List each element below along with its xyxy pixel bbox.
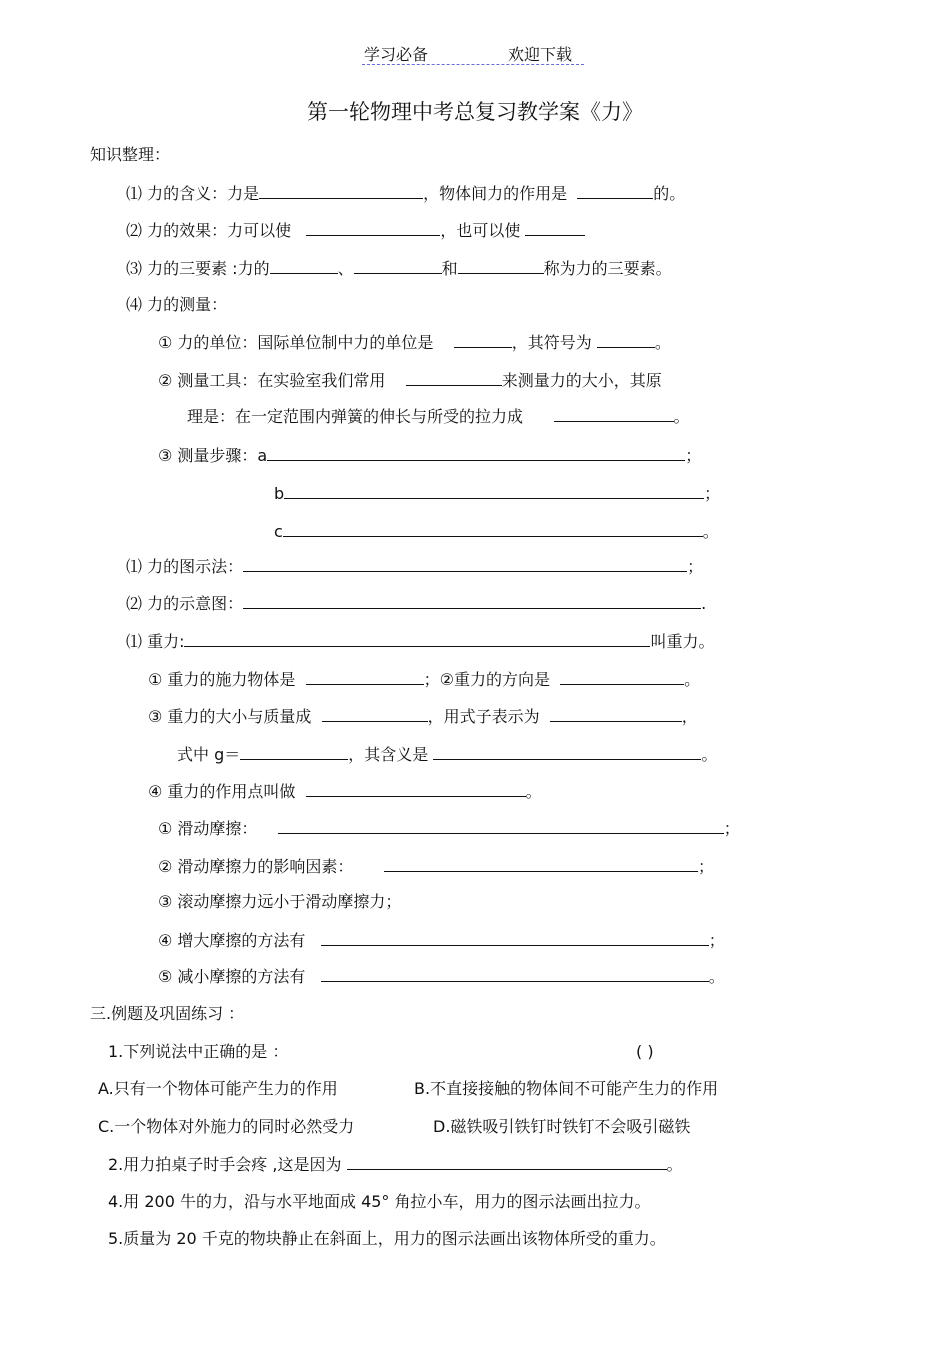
blank[interactable] [270,257,338,274]
line-rolling-friction: ③ 滚动摩擦力远小于滑动摩擦力； [158,892,402,911]
text: 和 [441,259,458,278]
text: ； [687,557,704,576]
blank[interactable] [243,592,701,609]
text: ⑶ 力的三要素 :力的 [126,259,270,278]
text: ； [685,446,702,465]
option-a[interactable]: A.只有一个物体可能产生力的作用 [98,1079,338,1098]
blank[interactable] [354,257,442,274]
line-sliding-friction [158,817,740,840]
blank[interactable] [560,668,684,685]
text: 。 [702,522,719,541]
text: ，物体间力的作用是 [423,184,568,203]
text: ② 测量工具：在实验室我们常用 [158,371,386,390]
blank[interactable] [554,405,674,422]
option-c[interactable]: C.一个物体对外施力的同时必然受力 [98,1117,355,1136]
line-increase-friction [158,929,725,952]
header-left-text: 学习必备 [364,45,429,64]
line-step-b [274,482,720,505]
blank[interactable] [321,965,709,982]
text: c [274,522,283,541]
line-force-sketch [126,592,706,615]
blank[interactable] [243,555,687,572]
text: ① 力的单位：国际单位制中力的单位是 [158,333,434,352]
text: ； [708,931,725,950]
line-tool [158,369,662,392]
text: . [701,594,707,613]
blank[interactable] [184,630,650,647]
text: ⑤ 减小摩擦的方法有 [158,967,306,986]
blank[interactable] [306,780,526,797]
text: 的。 [653,184,686,203]
blank[interactable] [306,219,440,236]
text: ① 滑动摩擦： [158,819,258,838]
text: 理是：在一定范围内弹簧的伸长与所受的拉力成 [187,407,524,426]
text: ， [681,707,698,726]
blank[interactable] [267,444,685,461]
header-right-text: 欢迎下载 [508,45,573,64]
line-principle [187,405,690,428]
text: 。 [666,1155,683,1174]
text: ⑵ 力的示意图： [126,594,244,613]
text: ④ 重力的作用点叫做 [148,782,296,801]
line-decrease-friction [158,965,725,988]
blank[interactable] [458,257,544,274]
text: ③ 重力的大小与质量成 [148,707,312,726]
section-exercise-heading: 三.例题及巩固练习 ： [90,1004,245,1023]
blank[interactable] [454,331,512,348]
text: 称为力的三要素。 [543,259,672,278]
blank[interactable] [384,855,698,872]
text: ，其含义是 [348,745,429,764]
text: 叫重力。 [650,632,715,651]
blank[interactable] [284,482,704,499]
text: 。 [708,967,725,986]
text: ⑵ 力的效果：力可以使 [126,221,292,240]
text: ⑴ 重力: [126,632,185,651]
question-4: 4.用 200 牛的力，沿与水平地面成 45° 角拉小车，用力的图示法画出拉力。 [108,1192,651,1211]
blank[interactable] [321,929,709,946]
blank[interactable] [577,182,653,199]
line-gravity-magnitude [148,705,698,728]
blank[interactable] [525,219,585,236]
blank[interactable] [406,369,502,386]
text: ，也可以使 [440,221,521,240]
text: ③ 测量步骤：a [158,446,268,465]
page-title: 第一轮物理中考总复习教学案《力》 [307,100,643,124]
text: 、 [337,259,354,278]
line-friction-factors [158,855,714,878]
text: ⑴ 力的含义：力是 [126,184,260,203]
blank[interactable] [278,817,724,834]
text: 。 [701,745,718,764]
text: 。 [684,670,701,689]
text: 。 [654,333,671,352]
line-gravity-source [148,668,700,691]
text: 式中 g＝ [177,745,241,764]
blank[interactable] [550,705,682,722]
line-measurement-heading: ⑷ 力的测量： [126,295,228,314]
blank[interactable] [347,1153,667,1170]
text: 。 [673,407,690,426]
question-1: 1.下列说法中正确的是 ： [108,1042,289,1061]
text: ，其符号为 [511,333,592,352]
question-2 [108,1153,683,1176]
text: ； [697,857,714,876]
question-5: 5.质量为 20 千克的物块静止在斜面上，用力的图示法画出该物体所受的重力。 [108,1229,666,1248]
text: ④ 增大摩擦的方法有 [158,931,306,950]
blank[interactable] [433,743,701,760]
blank[interactable] [283,520,703,537]
text: ② 滑动摩擦力的影响因素： [158,857,354,876]
text: 来测量力的大小，其原 [501,371,662,390]
section-knowledge-heading: 知识整理： [90,145,171,164]
blank[interactable] [259,182,423,199]
blank[interactable] [597,331,655,348]
text: ； [704,484,721,503]
line-g-meaning [177,743,717,766]
line-three-elements [126,257,672,280]
text: 2.用力拍桌子时手会疼 ,这是因为 [108,1155,342,1174]
blank[interactable] [322,705,428,722]
option-b[interactable]: B.不直接接触的物体间不可能产生力的作用 [414,1079,719,1098]
line-step-c [274,520,719,543]
text: ；②重力的方向是 [423,670,550,689]
text: ，用式子表示为 [427,707,540,726]
line-gravity-point [148,780,542,803]
question-1-answer-paren[interactable]: ( ) [636,1042,654,1061]
line-force-meaning [126,182,685,205]
line-gravity [126,630,715,653]
text: 。 [525,782,542,801]
line-step-a [158,444,701,467]
text: ① 重力的施力物体是 [148,670,296,689]
text: b [274,484,285,503]
blank[interactable] [240,743,348,760]
line-force-diagram [126,555,703,578]
line-force-effect [126,219,585,242]
blank[interactable] [306,668,424,685]
text: ⑴ 力的图示法： [126,557,244,576]
option-d[interactable]: D.磁铁吸引铁钉时铁钉不会吸引磁铁 [433,1117,691,1136]
page-header [362,40,584,65]
line-unit [158,331,671,354]
text: ； [723,819,740,838]
